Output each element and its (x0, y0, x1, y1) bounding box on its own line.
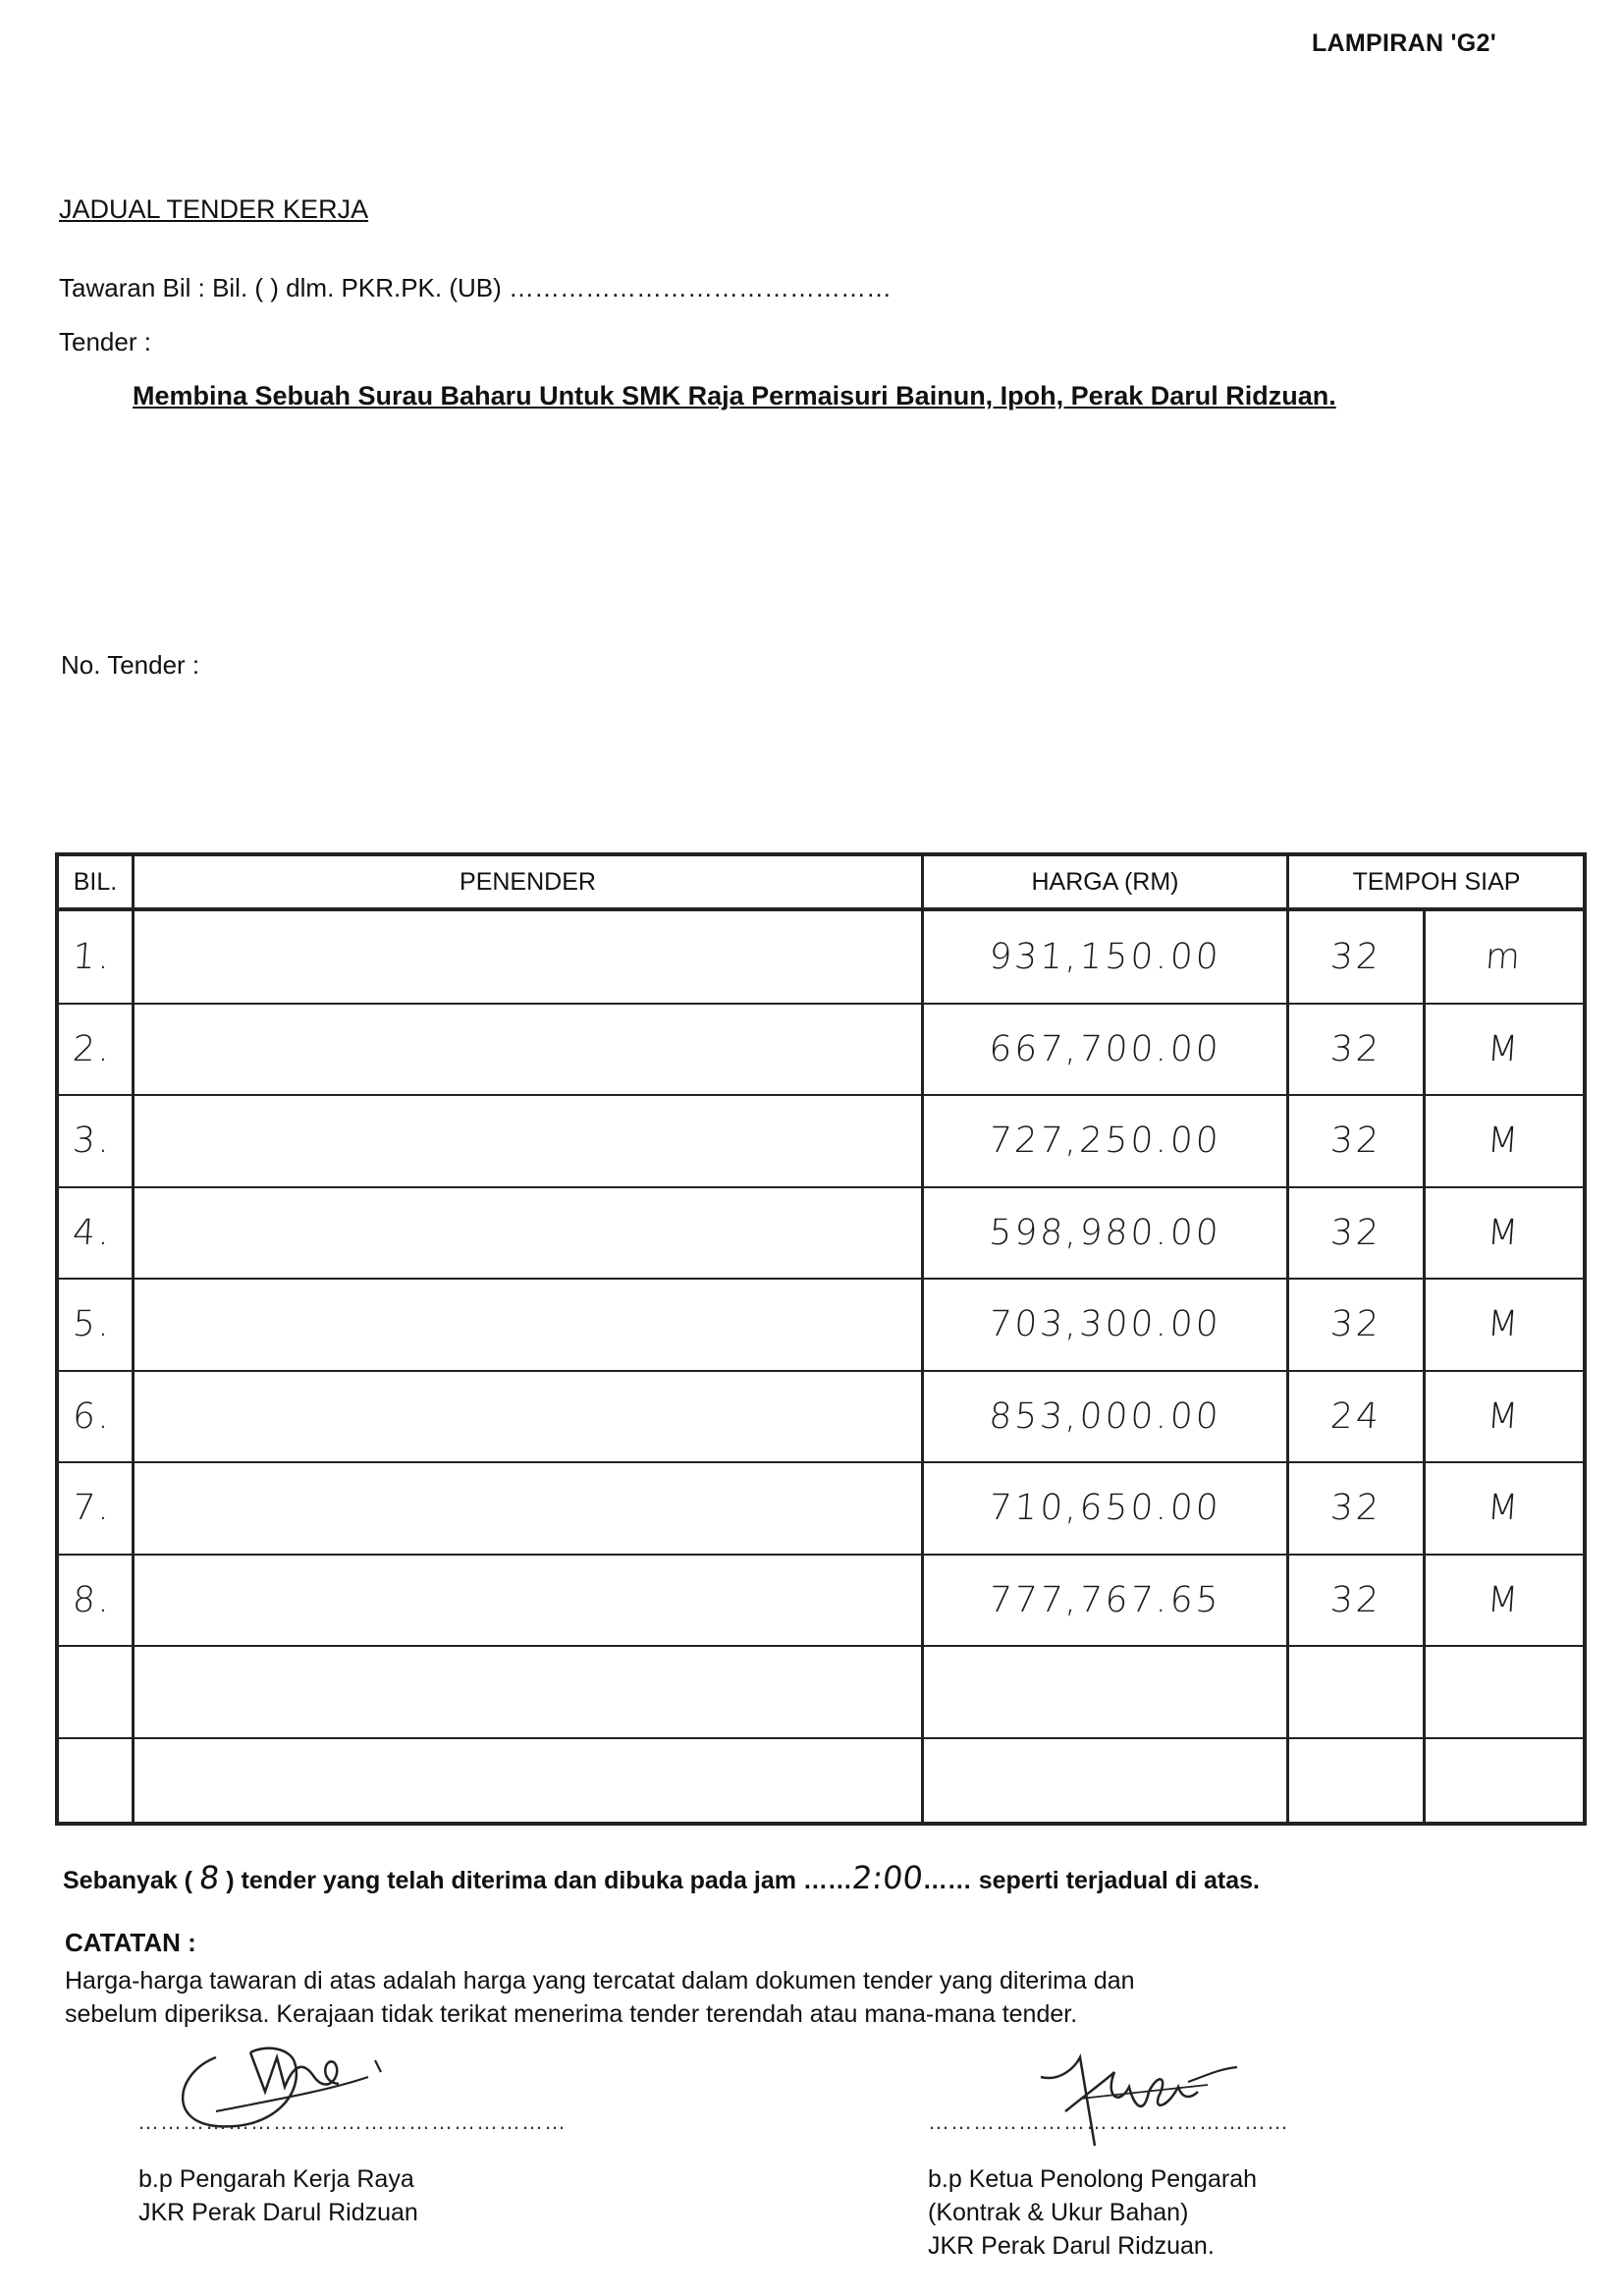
signature-left-dots: ………………………………………………… (137, 2109, 567, 2134)
tender-table (55, 852, 1587, 1826)
row-bil: 4. (71, 1212, 114, 1253)
row-tempoh-unit (1423, 1738, 1587, 1831)
opening-time: 2:00 (849, 1859, 925, 1896)
signature-right-dept: (Kontrak & Ukur Bahan) (928, 2199, 1189, 2226)
row-penender (132, 1095, 925, 1187)
row-harga: 777,767.65 (988, 1579, 1222, 1620)
row-tempoh-unit (1423, 1646, 1587, 1738)
row-tempoh (1286, 1738, 1427, 1831)
row-tempoh-unit: M (1486, 1488, 1523, 1529)
lampiran-label: LAMPIRAN 'G2' (1311, 29, 1496, 57)
row-penender (132, 1462, 925, 1555)
signature-right-org: JKR Perak Darul Ridzuan. (928, 2232, 1215, 2260)
row-tempoh-unit: M (1486, 1304, 1523, 1345)
row-harga: 853,000.00 (988, 1395, 1222, 1437)
document-title: JADUAL TENDER KERJA (59, 194, 369, 224)
signature-left-org: JKR Perak Darul Ridzuan (138, 2199, 418, 2226)
row-harga: 931,150.00 (988, 937, 1222, 978)
signature-left-title: b.p Pengarah Kerja Raya (138, 2165, 414, 2193)
row-harga: 703,300.00 (988, 1304, 1222, 1345)
summary-suffix: …… seperti terjadual di atas. (922, 1867, 1260, 1894)
row-bil: 5. (71, 1304, 114, 1345)
summary-prefix: Sebanyak ( (63, 1867, 193, 1894)
row-harga (921, 1646, 1290, 1738)
row-tempoh: 32 (1328, 1488, 1383, 1529)
summary-middle: ) tender yang telah diterima dan dibuka pada jam …… (226, 1867, 852, 1894)
row-tempoh-unit: m (1484, 937, 1525, 978)
signature-right-dots: ………………………………………… (928, 2109, 1289, 2134)
header-tempoh: TEMPOH SIAP (1352, 867, 1521, 896)
row-penender (132, 1279, 925, 1371)
tender-label: Tender : (59, 327, 151, 356)
row-tempoh: 32 (1328, 1121, 1383, 1162)
catatan-heading: CATATAN : (65, 1928, 196, 1957)
row-tempoh: 32 (1328, 937, 1383, 978)
row-tempoh: 32 (1328, 1212, 1383, 1253)
row-penender (132, 1004, 925, 1096)
row-penender (132, 1738, 925, 1831)
row-harga: 710,650.00 (988, 1488, 1222, 1529)
row-bil: 8. (71, 1579, 114, 1620)
tawaran-line: Tawaran Bil : Bil. ( ) dlm. PKR.PK. (UB) ……………………………………… (59, 273, 892, 302)
row-bil: 7. (71, 1488, 114, 1529)
row-penender (132, 1187, 925, 1280)
row-bil: 6. (71, 1395, 114, 1437)
row-tempoh-unit: M (1486, 1579, 1523, 1620)
row-penender (132, 1646, 925, 1738)
row-penender (132, 1371, 925, 1463)
no-tender-label: No. Tender : (61, 650, 200, 680)
summary-line (63, 1859, 1260, 1896)
signature-right-title: b.p Ketua Penolong Pengarah (928, 2165, 1257, 2193)
row-tempoh (1286, 1646, 1427, 1738)
row-bil: 2. (71, 1028, 114, 1069)
row-tempoh-unit: M (1486, 1121, 1523, 1162)
signature-right (1021, 2038, 1257, 2156)
tender-count: 8 (196, 1859, 222, 1896)
row-bil: 1. (71, 937, 114, 978)
row-penender (132, 1555, 925, 1647)
row-harga: 667,700.00 (988, 1028, 1222, 1069)
row-tempoh: 24 (1328, 1395, 1383, 1437)
header-bil: BIL. (73, 867, 118, 896)
catatan-line-1: Harga-harga tawaran di atas adalah harga yang tercatat dalam dokumen tender yang diterima dan (65, 1967, 1135, 1995)
row-harga: 598,980.00 (988, 1212, 1222, 1253)
row-harga (921, 1738, 1290, 1831)
row-tempoh-unit: M (1486, 1395, 1523, 1437)
catatan-line-2: sebelum diperiksa. Kerajaan tidak terikat menerima tender terendah atau mana-mana tender. (65, 2000, 1078, 2028)
row-tempoh-unit: M (1486, 1212, 1523, 1253)
tender-title: Membina Sebuah Surau Baharu Untuk SMK Raja Permaisuri Bainun, Ipoh, Perak Darul Ridzuan. (133, 381, 1336, 410)
row-tempoh: 32 (1328, 1579, 1383, 1620)
row-harga: 727,250.00 (988, 1121, 1222, 1162)
header-harga: HARGA (RM) (1031, 867, 1179, 896)
header-penender: PENENDER (460, 867, 596, 896)
row-tempoh: 32 (1328, 1028, 1383, 1069)
row-tempoh: 32 (1328, 1304, 1383, 1345)
row-tempoh-unit: M (1486, 1028, 1523, 1069)
row-bil: 3. (71, 1121, 114, 1162)
row-penender (132, 911, 925, 1004)
